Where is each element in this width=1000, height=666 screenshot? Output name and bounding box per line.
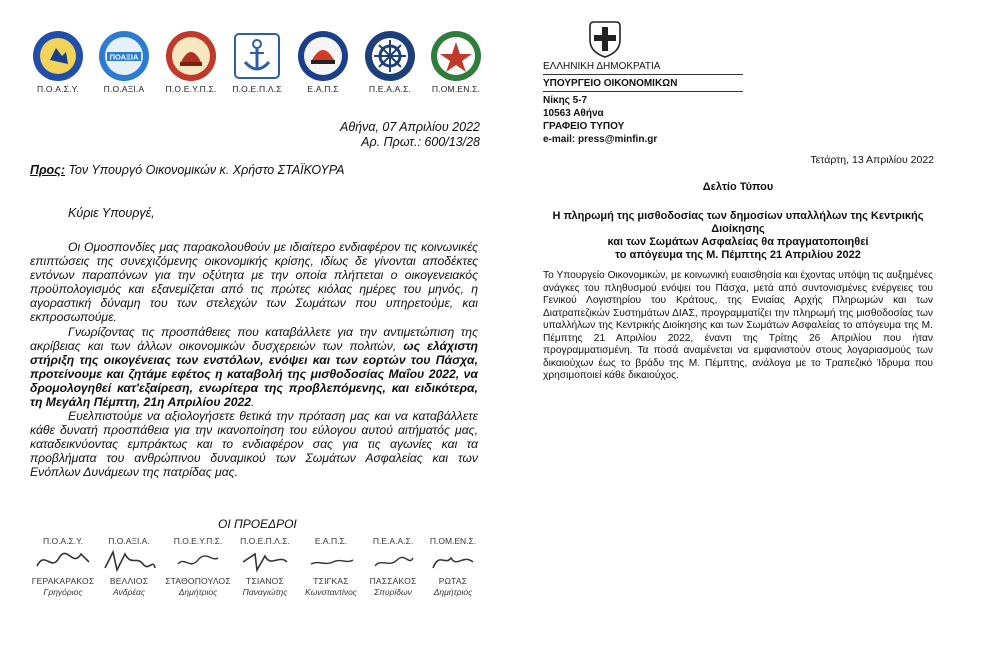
signatory-org: Ε.Α.Π.Σ.	[314, 536, 348, 546]
logo-caption: Π.Ε.Α.Α.Σ.	[368, 84, 412, 94]
presidents-label: ΟΙ ΠΡΟΕΔΡΟΙ	[218, 517, 297, 531]
paragraph-2-request: ως ελάχιστη στήριξη της οικογένειας των ενστόλων, ενόψει και των εορτών του Πάσχα, προτείνουμε και ζητάμε εφέτος η καταβολή της μισθοδοσίας Μαΐου 2022, να δρομολογηθεί κατ'εξαίρεση, ενωρίτερα της προβλεπόμενης, και ειδικότερα, τη Μεγάλη Πέμπτη, 21η Απριλίου 2022	[30, 339, 478, 409]
paragraph-2-end: .	[251, 395, 255, 409]
logo-peaas	[362, 30, 418, 94]
letter-paragraph-2	[30, 325, 478, 409]
eaps-emblem-icon	[297, 30, 349, 82]
logo-caption: Π.Ο.Α.Σ.Υ.	[36, 84, 80, 94]
logo-caption: Π.ΟΜ.ΕΝ.Σ.	[431, 84, 481, 94]
reference-number: Αρ. Πρωτ.: 600/13/28	[361, 135, 480, 149]
logo-poasy	[30, 30, 86, 94]
signatures	[30, 536, 490, 646]
signatory	[232, 536, 298, 597]
signatory-given-name: Παναγιώτης	[242, 587, 288, 597]
recipient-line	[30, 163, 345, 177]
press-body: Το Υπουργείο Οικονομικών, με κοινωνική ευαισθησία και έχοντας υπόψη τις αυξημένες ανάγκες του πληθυσμού ενόψει του Πάσχα, μετά από συντονισμένες ενέργειες του Γενικού Λογιστηρίου του Κράτους, της Ενιαίας Αρχής Πληρωμών και των Διατραπεζικών Συστημάτων ΔΙΑΣ, προγραμματίζει την πληρωμή της μισθοδοσίας των υπαλλήλων της Κεντρικής Διοίκησης και των Σωμάτων Ασφαλείας το απόγευμα της Μ. Πέμπτης 21 Απριλίου 2022, έναντι της Τρίτης 26 Απριλίου που ήταν προγραμματισμένη. Τα ποσά αναμένεται να εμφανιστούν στους λογαριασμούς των δικαιούχων έως το βράδυ της Μ. Πέμπτης, ανάλογα με το Τραπεζικό Ίδρυμα που χρησιμοποιεί κάθε δικαιούχος.	[543, 270, 933, 381]
letter-date-block	[300, 120, 480, 150]
logo-caption: Ε.Α.Π.Σ	[307, 84, 339, 94]
ministry-name: ΥΠΟΥΡΓΕΙΟ ΟΙΚΟΝΟΜΙΚΩΝ	[543, 78, 678, 89]
poasy-emblem-icon	[32, 30, 84, 82]
anchor-emblem-icon	[231, 30, 283, 82]
signature-icon	[363, 548, 423, 574]
recipient-text: Τον Υπουργό Οικονομικών κ. Χρήστο ΣΤΑΪΚΟΥΡΑ	[65, 163, 345, 177]
signatory-given-name: Ανδρέας	[112, 587, 146, 597]
signatory-surname: ΠΑΣΣΑΚΟΣ	[369, 576, 417, 586]
press-email: e-mail: press@minfin.gr	[543, 134, 658, 145]
logo-poepls	[229, 30, 285, 94]
svg-text:ΠΟΑΞΙΑ: ΠΟΑΞΙΑ	[109, 52, 139, 62]
signatory-org: Π.Ο.Α.Σ.Υ.	[42, 536, 84, 546]
signature-icon	[235, 548, 295, 574]
signatory-org: Π.Ο.ΑΞΙ.Α.	[108, 536, 150, 546]
press-headline	[543, 210, 933, 262]
signatory-given-name: Δημήτριος	[433, 587, 473, 597]
ship-wheel-icon	[364, 30, 416, 82]
signatory-given-name: Κωνσταντίνος	[305, 587, 357, 597]
logo-caption: Π.Ο.Ε.Π.Λ.Σ	[232, 84, 282, 94]
place-date: Αθήνα, 07 Απριλίου 2022	[340, 120, 480, 134]
letter-paragraph-3: Ευελπιστούμε να αξιολογήσετε θετικά την πρόταση μας και να καταβάλλετε κάθε δυνατή προσπάθεια για την ικανοποίηση του εύλογου αυτού αιτήματός μας, καταδεικνύοντας εμπράκτως και το ενδιαφέρον σας για τις αγωνίες και τα προβλήματα του ανθρώπινου δυναμικού των Σωμάτων Ασφαλείας και των Ενόπλων Δυνάμεων της πατρίδας μας.	[30, 409, 478, 479]
headline-line-3: το απόγευμα της Μ. Πέμπτης 21 Απριλίου 2022	[615, 249, 861, 261]
signatory-surname: ΤΣΙΑΝΟΣ	[246, 576, 284, 586]
signature-icon	[168, 548, 228, 574]
signatory	[30, 536, 96, 597]
signatory-surname: ΣΤΑΘΟΠΟΥΛΟΣ	[165, 576, 231, 586]
signatory	[420, 536, 486, 597]
logo-caption: Π.Ο.Ε.Υ.Π.Σ.	[165, 84, 217, 94]
signatory	[165, 536, 231, 597]
logo-poeyps	[163, 30, 219, 94]
press-office: ΓΡΑΦΕΙΟ ΤΥΠΟΥ	[543, 121, 625, 132]
ministry-header	[543, 60, 743, 146]
headline-line-1: Η πληρωμή της μισθοδοσίας των δημοσίων υπαλλήλων της Κεντρικής Διοίκησης	[552, 210, 924, 235]
headline-line-2: και των Σωμάτων Ασφαλείας θα πραγματοποιηθεί	[607, 236, 869, 248]
signature-icon	[423, 548, 483, 574]
signatory	[96, 536, 162, 597]
signatory-surname: ΒΕΛΛΙΟΣ	[109, 576, 149, 586]
street-address: Νίκης 5-7	[543, 95, 588, 106]
poaxia-emblem-icon	[98, 30, 150, 82]
signatory	[298, 536, 364, 597]
logo-eaps	[295, 30, 351, 94]
signatory	[360, 536, 426, 597]
signatory-given-name: Σπυρίδων	[374, 587, 412, 597]
signatory-given-name: Γρηγόριος	[43, 587, 83, 597]
signatory-org: Π.Ο.Ε.Υ.Π.Σ.	[173, 536, 223, 546]
logo-poaxia	[96, 30, 152, 94]
signatory-surname: ΡΩΤΑΣ	[438, 576, 468, 586]
signatory-org: Π.Ο.Ε.Π.Λ.Σ.	[240, 536, 290, 546]
signatory-org: Π.ΟΜ.ΕΝ.Σ.	[429, 536, 477, 546]
signature-icon	[99, 548, 159, 574]
signature-icon	[301, 548, 361, 574]
signatory-org: Π.Ε.Α.Α.Σ.	[372, 536, 414, 546]
recipient-label: Προς:	[30, 163, 65, 177]
logo-pomens	[428, 30, 484, 94]
greek-coat-of-arms-icon	[588, 20, 622, 58]
letter-paragraph-1: Οι Ομοσπονδίες μας παρακολουθούν με ιδιαίτερο ενδιαφέρον τις κοινωνικές επιπτώσεις της συνεχιζόμενης οικονομικής κρίσης, ιδίως δε γίνονται αποδέκτες εντόνων παραπόνων για την οξύτητα με την οποία πλήττεται ο οικογενειακός προϋπολογισμός και εξανεμίζεται από τις πρώτες κιόλας ημέρες του μηνός, η αγοραστική δύναμη του των στελεχών των Σωμάτων που υπηρετούμε, και εκπροσωπούμε.	[30, 240, 478, 324]
paragraph-2-text: Γνωρίζοντας τις προσπάθειες που καταβάλλετε για την αντιμετώπιση της ακρίβειας και των άλλων οικονομικών δυσχερειών των πολιτών,	[30, 325, 478, 353]
press-release-title: Δελτίο Τύπου	[702, 181, 774, 193]
salutation: Κύριε Υπουργέ,	[68, 206, 155, 220]
pomens-emblem-icon	[430, 30, 482, 82]
header-divider	[543, 91, 743, 92]
header-divider	[543, 74, 743, 75]
signatory-surname: ΓΕΡΑΚΑΡΑΚΟΣ	[31, 576, 95, 586]
logo-caption: Π.Ο.ΑΞΙ.Α	[103, 84, 145, 94]
signature-icon	[33, 548, 93, 574]
federation-logos	[30, 30, 490, 110]
republic-name: ΕΛΛΗΝΙΚΗ ΔΗΜΟΚΡΑΤΙΑ	[543, 61, 661, 72]
press-date: Τετάρτη, 13 Απριλίου 2022	[810, 154, 934, 166]
signatory-given-name: Δημήτριος	[178, 587, 218, 597]
city-address: 10563 Αθήνα	[543, 108, 604, 119]
signatory-surname: ΤΣΙΓΚΑΣ	[313, 576, 349, 586]
poeyps-emblem-icon	[165, 30, 217, 82]
